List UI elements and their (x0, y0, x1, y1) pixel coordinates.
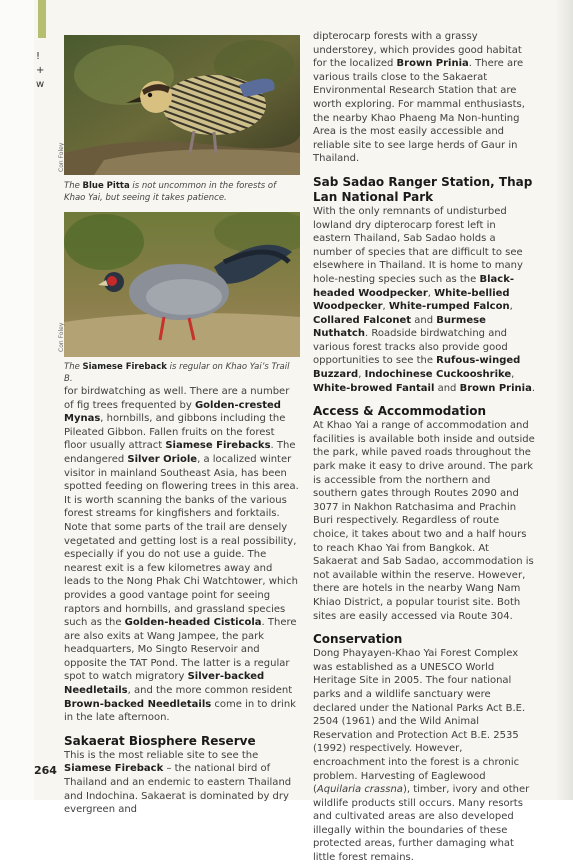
caption-species: Blue Pitta (82, 181, 130, 191)
species-name: Brown Prinia (459, 382, 532, 394)
page-gutter-shadow (555, 0, 573, 800)
species-name: Burmese Nuthatch (313, 314, 486, 340)
body-text: and (411, 314, 437, 326)
body-text: . There are also exits at Wang Jampee, the park headquarters, Mo Singto Reservoir and opposite the TAT Pond. The latter is a regular spot to watch migratory (64, 617, 297, 683)
species-name: Brown-backed Needletails (64, 698, 212, 710)
conservation-heading: Conservation (313, 632, 403, 647)
body-text: . (531, 382, 536, 394)
sabsadao-heading: Sab Sadao Ranger Station, Thap Lan National Park (313, 174, 533, 204)
body-text: , (427, 287, 435, 299)
body-text: – the national bird of Thailand and an endemic to eastern Thailand and Indochina. Sakaerat is dominated by dry evergreen and (64, 763, 292, 816)
body-text: . Roadside birdwatching and various forest tracks also provide good opportunities to see the (313, 328, 508, 367)
species-name: Black-headed Woodpecker (313, 273, 514, 299)
body-text: With the only remnants of undisturbed lowland dry dipterocarp forest left in eastern Thailand, Sab Sadao holds a number of species that are difficult to see elsewhere in Thailand. It is home to many hole-nesting species such as the (313, 205, 523, 285)
left-column (64, 385, 300, 817)
species-name: Silver-backed Needletails (64, 671, 265, 697)
caption-text: is not uncommon in the forests of Khao Yai, but seeing it takes patience. (64, 181, 277, 203)
caption-species: Siamese Fireback (82, 362, 167, 372)
trail-b-paragraph (64, 385, 300, 725)
access-paragraph: At Khao Yai a range of accommodation and facilities is available both inside and outside the park, while paved roads throughout the park make it easy to drive around. The park is accessible from the northern and southern gates through Routes 2090 and 3077 in Nakhon Ratchasima and Prachin Buri respectively. Regardless of route choice, it takes about two and a half hours to reach Khao Yai from Bangkok. At Sakaerat and Sab Sadao, accommodation is not available within the reserve. However, there are hotels in the nearby Wang Nam Khiao District, a popular tourist site. Both sites are easily accessed via Route 304. (313, 420, 535, 622)
species-name: Rufous-winged Buzzard (313, 355, 521, 381)
body-text: , and the more common resident (127, 685, 293, 697)
species-name: White-rumped Falcon (388, 301, 510, 313)
sakaerat-continued-paragraph (313, 30, 536, 166)
blue-pitta-caption (64, 180, 300, 204)
sakaerat-paragraph (64, 749, 300, 817)
body-text: dipterocarp forests with a grassy understorey, which provides good habitat for the localized (313, 31, 522, 70)
sakaerat-heading: Sakaerat Biosphere Reserve (64, 733, 256, 748)
body-text: This is the most reliable site to see the (64, 749, 259, 761)
photo-credit-2: Con Foley (58, 322, 65, 352)
species-name: Golden-crested Mynas (64, 399, 281, 425)
species-name: Siamese Fireback (64, 763, 164, 775)
species-name: Brown Prinia (396, 58, 469, 70)
access-heading: Access & Accommodation (313, 404, 487, 419)
species-name: Collared Falconet (313, 314, 412, 326)
body-text: , (509, 301, 513, 313)
body-text: , (358, 369, 365, 381)
body-text: and (434, 382, 460, 394)
blue-pitta-photo (64, 35, 300, 175)
body-text: . The endangered (64, 440, 296, 465)
body-text: , hornbills, and gibbons including the Pileated Gibbon. Fallen fruits on the forest floor usually attract (64, 413, 286, 452)
body-text: . There are various trails close to the Sakaerat Environmental Research Station that are worth exploring. For mammal enthusiasts, the nearby Khao Phaeng Ma Non-hunting Area is the most easily accessible and reliable site to see large herds of Gaur in Thailand. (313, 58, 525, 165)
scientific-name: Aquilaria crassna (316, 784, 403, 796)
page-number: 264 (34, 764, 57, 777)
siamese-fireback-illustration (64, 212, 300, 357)
chapter-tab (38, 0, 46, 38)
species-name: White-bellied Woodpecker (313, 287, 510, 313)
species-name: Silver Oriole (127, 453, 198, 465)
caption-text: The (64, 181, 83, 191)
sabsadao-paragraph (313, 205, 536, 395)
body-text: Dong Phayayen-Khao Yai Forest Complex was established as a UNESCO World Heritage Site in 2005. The four national parks and a wildlife sanctuary were declared under the National Parks Act B.E. 2504 (1961) and the Wild Animal Reservation and Protection Act B.E. 2535 (1992) respectively. However, encroachment into the forest is a chronic problem. Harvesting of Eaglewood ( (313, 648, 526, 796)
margin-marks: ! + w (36, 51, 45, 90)
page-left-margin (0, 0, 34, 800)
photo-credit-1: Con Foley (58, 142, 65, 172)
siamese-fireback-photo (64, 212, 300, 357)
right-column (313, 30, 536, 865)
siamese-fireback-caption (64, 361, 300, 385)
body-text: ), timber, ivory and other wildlife products still occurs. Many resorts and cultivated areas are also developed illegally within the boundaries of these protected areas, further damaging what little forest remains. (313, 784, 530, 864)
species-name: Siamese Firebacks (165, 440, 271, 452)
blue-pitta-illustration (64, 35, 300, 175)
species-name: White-browed Fantail (313, 382, 435, 394)
body-text: , (511, 369, 515, 381)
body-text: for birdwatching as well. There are a number of fig trees frequented by (64, 386, 290, 411)
species-name: Indochinese Cuckooshrike (364, 369, 512, 381)
caption-text: The (64, 362, 83, 372)
caption-text: is regular on Khao Yai’s Trail B. (64, 362, 290, 384)
species-name: Golden-headed Cisticola (124, 617, 262, 629)
conservation-paragraph (313, 647, 536, 865)
body-text: , (382, 301, 389, 313)
body-text: , a localized winter visitor in mainland Southeast Asia, has been spotted feeding on flowering trees in this area. It is worth scanning the banks of the various forest streams for kingfishers and forktails. Note that some parts of the trail are densely vegetated and getting lost is a real possibility, especially if you do not use a guide. The nearest exit is a few kilometres away and leads to the Nong Phak Chi Watchtower, which provides a good vantage point for seeing raptors and hornbills, and grassland species such as the (64, 453, 299, 629)
body-text: come in to drink in the late afternoon. (64, 698, 296, 724)
